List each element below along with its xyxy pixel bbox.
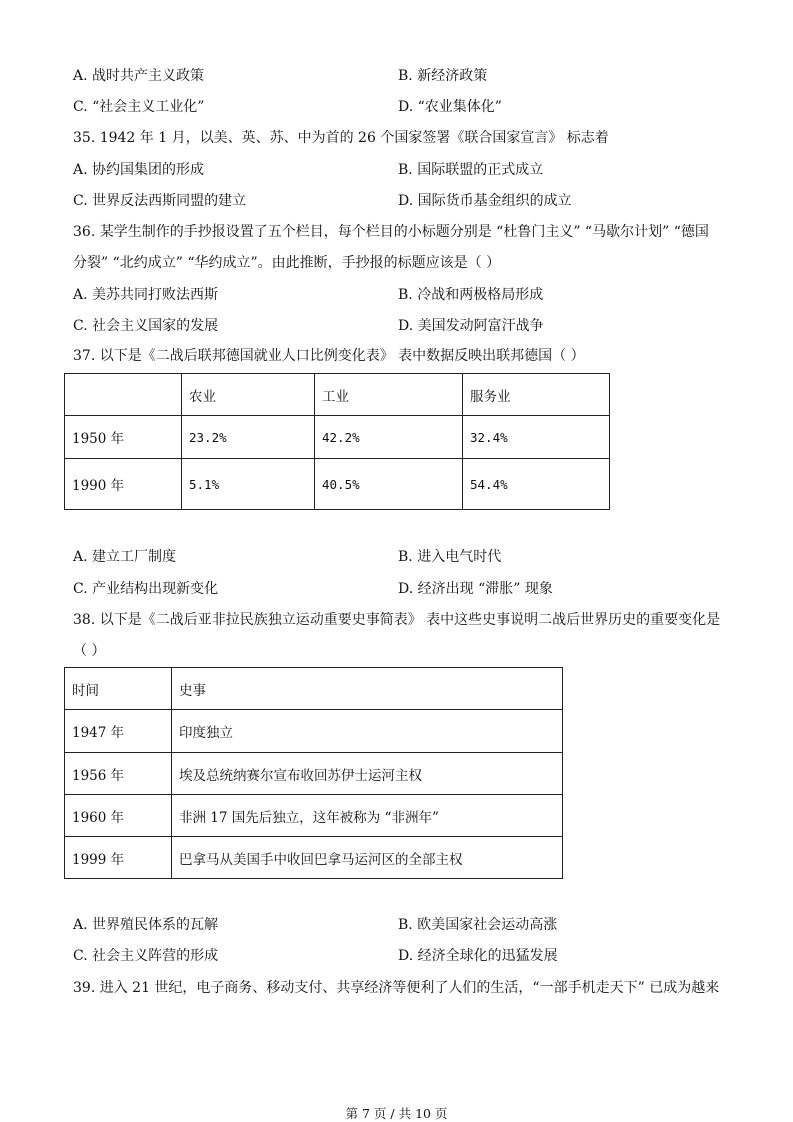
q38-option-c: C. 社会主义阵营的形成 <box>73 948 219 964</box>
table-header-row <box>65 668 563 710</box>
table-header-cell: 史事 <box>172 668 563 710</box>
table-cell-year: 1956 年 <box>65 753 172 795</box>
employment-table <box>64 373 610 510</box>
q35-stem: 35. 1942 年 1 月，以美、英、苏、中为首的 26 个国家签署《联合国家宣言》 标志着 <box>73 130 609 146</box>
q34-option-a: A. 战时共产主义政策 <box>73 68 205 84</box>
table-row <box>65 837 563 879</box>
table-header-cell: 农业 <box>182 374 315 416</box>
q36-stem-line2: 分裂” “北约成立” “华约成立”。由此推断，手抄报的标题应该是（ ） <box>73 255 501 271</box>
q37-option-b: B. 进入电气时代 <box>398 549 502 565</box>
q38-option-d: D. 经济全球化的迅猛发展 <box>398 948 558 964</box>
table-row <box>65 753 563 795</box>
table-header-cell: 服务业 <box>463 374 610 416</box>
table-cell: 5.1% <box>182 459 315 510</box>
table-cell-event: 巴拿马从美国手中收回巴拿马运河区的全部主权 <box>172 837 563 879</box>
independence-events-table <box>64 667 563 879</box>
q35-option-d: D. 国际货币基金组织的成立 <box>398 193 572 209</box>
table-cell-event: 非洲 17 国先后独立，这年被称为 “非洲年” <box>172 795 563 837</box>
q38-stem-line2: （ ） <box>73 643 106 659</box>
table-header-cell: 工业 <box>315 374 463 416</box>
q39-stem-line1: 39. 进入 21 世纪，电子商务、移动支付、共享经济等便利了人们的生活，“一部手机走天下” 已成为越来 <box>73 980 720 996</box>
table-cell: 54.4% <box>463 459 610 510</box>
table-header-cell <box>65 374 182 416</box>
table-cell: 40.5% <box>315 459 463 510</box>
table-row <box>65 459 610 510</box>
q36-option-d: D. 美国发动阿富汗战争 <box>398 318 544 334</box>
q34-option-d: D. “农业集体化” <box>398 99 502 115</box>
q37-stem: 37. 以下是《二战后联邦德国就业人口比例变化表》 表中数据反映出联邦德国（ ） <box>73 348 585 364</box>
table-cell-year: 1950 年 <box>65 416 182 459</box>
table-cell-event: 印度独立 <box>172 710 563 753</box>
table-row <box>65 795 563 837</box>
q38-stem-line1: 38. 以下是《二战后亚非拉民族独立运动重要史事简表》 表中这些史事说明二战后世界历史的重要变化是 <box>73 612 721 628</box>
table-cell: 42.2% <box>315 416 463 459</box>
q36-option-a: A. 美苏共同打败法西斯 <box>73 287 219 303</box>
page-number: 第 7 页 / 共 10 页 <box>345 1106 448 1121</box>
q36-option-c: C. 社会主义国家的发展 <box>73 318 219 334</box>
table-header-cell: 时间 <box>65 668 172 710</box>
table-cell-year: 1999 年 <box>65 837 172 879</box>
table-cell: 32.4% <box>463 416 610 459</box>
q35-option-c: C. 世界反法西斯同盟的建立 <box>73 193 247 209</box>
table-cell-year: 1947 年 <box>65 710 172 753</box>
q37-option-d: D. 经济出现 “滞胀” 现象 <box>398 581 553 597</box>
q34-option-c: C. “社会主义工业化” <box>73 99 205 115</box>
q38-option-b: B. 欧美国家社会运动高涨 <box>398 917 558 933</box>
table-row <box>65 416 610 459</box>
table-row <box>65 710 563 753</box>
table-header-row <box>65 374 610 416</box>
table-cell: 23.2% <box>182 416 315 459</box>
q36-option-b: B. 冷战和两极格局形成 <box>398 287 544 303</box>
table-cell-event: 埃及总统纳赛尔宣布收回苏伊士运河主权 <box>172 753 563 795</box>
table-cell-year: 1990 年 <box>65 459 182 510</box>
q34-option-b: B. 新经济政策 <box>398 68 488 84</box>
q37-option-c: C. 产业结构出现新变化 <box>73 581 219 597</box>
q35-option-b: B. 国际联盟的正式成立 <box>398 162 544 178</box>
q36-stem-line1: 36. 某学生制作的手抄报设置了五个栏目，每个栏目的小标题分别是 “杜鲁门主义” “马歇尔计划” “德国 <box>73 224 709 240</box>
table-cell-year: 1960 年 <box>65 795 172 837</box>
q35-option-a: A. 协约国集团的形成 <box>73 162 205 178</box>
q38-option-a: A. 世界殖民体系的瓦解 <box>73 917 219 933</box>
q37-option-a: A. 建立工厂制度 <box>73 549 177 565</box>
